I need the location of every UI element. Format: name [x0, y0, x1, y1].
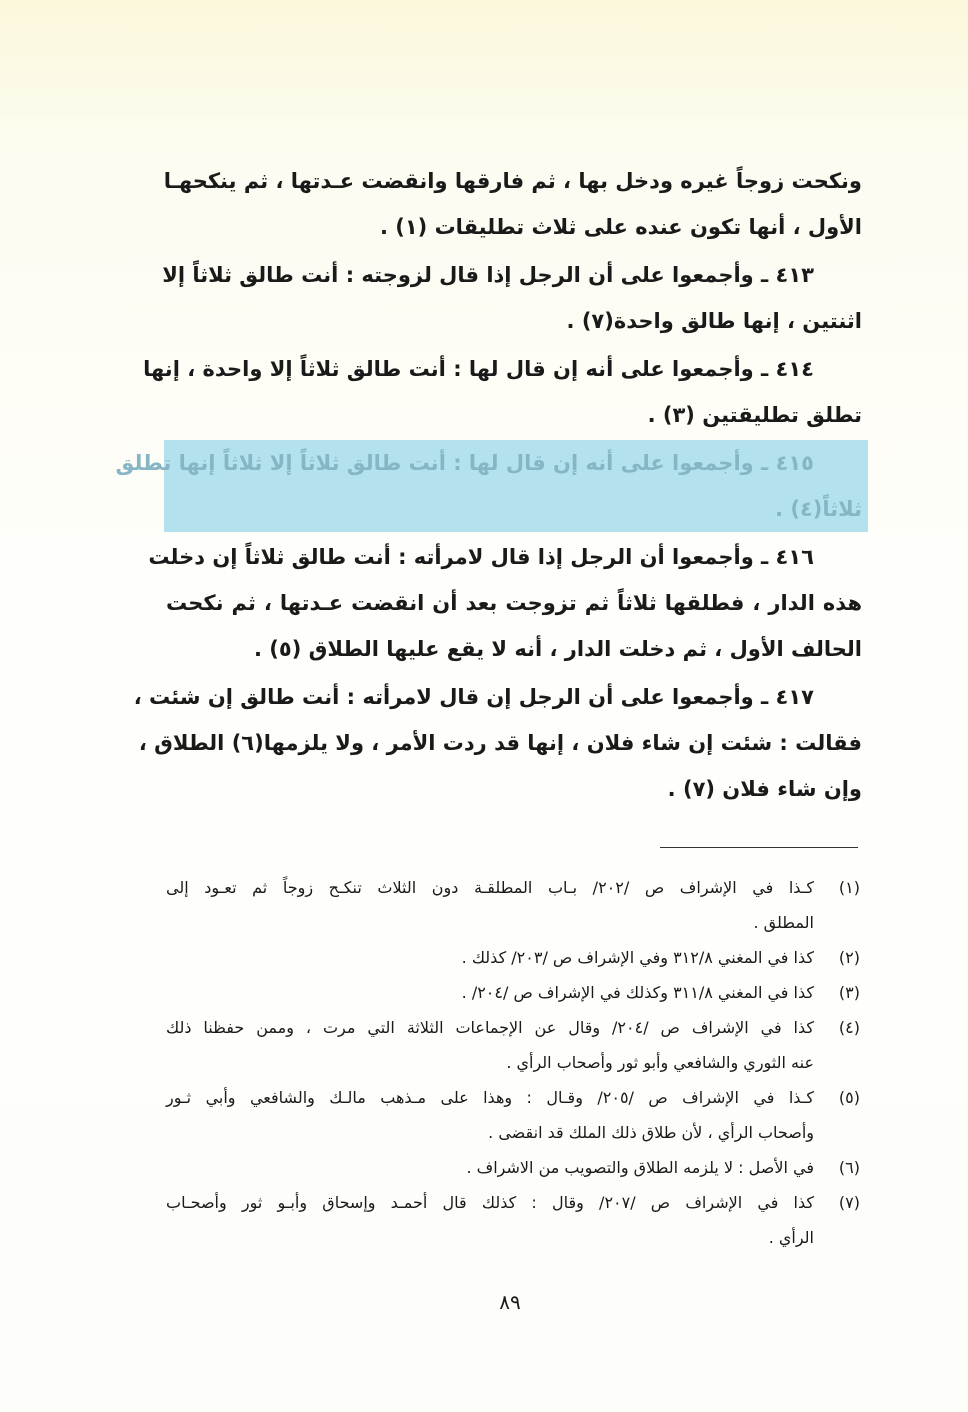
footnotes — [166, 870, 860, 1255]
footnote-1 — [166, 870, 860, 940]
paragraph-417 — [133, 674, 862, 812]
footnote-line: عنه الثوري والشافعي وأبو ثور وأصحاب الرأي . — [506, 1053, 814, 1072]
text-line: اثنتين ، إنها طالق واحدة(٧) . — [566, 309, 862, 333]
text-line: ثلاثاً(٤) . — [775, 497, 862, 521]
paragraph-413 — [162, 252, 862, 344]
footnote-2 — [166, 940, 860, 975]
footnote-number: (٧) — [838, 1193, 860, 1212]
footnote-line: كذا في المغني ٣١٢/٨ وفي الإشراف ص /٢٠٣/ كذلك . — [461, 948, 814, 967]
footnote-7 — [166, 1185, 860, 1255]
footnote-line: كـذا في الإشراف ص /٢٠٢/ بـاب المطلقـة دون الثلاث تنكـح زوجاً ثم تعـود إلى — [166, 878, 815, 897]
footnote-number: (٦) — [838, 1158, 860, 1177]
text-line: ٤١٣ ـ وأجمعوا على أن الرجل إذا قال لزوجته : أنت طالق ثلاثاً إلا — [162, 263, 814, 287]
footnote-line: المطلق . — [753, 913, 814, 932]
text-line: ٤١٤ ـ وأجمعوا على أنه إن قال لها : أنت طالق ثلاثاً إلا واحدة ، إنها — [143, 357, 814, 381]
footnote-line: في الأصل : لا يلزمه الطلاق والتصويب من الاشراف . — [466, 1158, 814, 1177]
footnote-line: كـذا في الإشراف ص /٢٠٥/ وقـال : وهذا على مـذهب مالـك والشافعي وأبي ثـور — [166, 1088, 815, 1107]
footnote-number: (١) — [838, 878, 860, 897]
text-line: ونكحت زوجاً غيره ودخل بها ، ثم فارقها وانقضت عـدتها ، ثم ينكحهـا — [163, 169, 862, 193]
paragraph-414 — [143, 346, 862, 438]
footnote-separator — [660, 847, 858, 848]
paragraph-416 — [148, 534, 862, 672]
footnote-number: (٤) — [838, 1018, 860, 1037]
footnote-number: (٥) — [838, 1088, 860, 1107]
text-line: ٤١٥ ـ وأجمعوا على أنه إن قال لها : أنت طالق ثلاثاً إلا ثلاثاً إنها تطلق — [115, 451, 814, 475]
footnote-line: كذا في المغني ٣١١/٨ وكذلك في الإشراف ص /٢٠٤/ . — [461, 983, 814, 1002]
text-line: ٤١٧ ـ وأجمعوا على أن الرجل إن قال لامرأته : أنت طالق إن شئت ، — [133, 685, 814, 709]
footnote-number: (٢) — [838, 948, 860, 967]
text-line: ٤١٦ ـ وأجمعوا أن الرجل إذا قال لامرأته : أنت طالق ثلاثاً إن دخلت — [148, 545, 814, 569]
footnote-5 — [166, 1080, 860, 1150]
highlighted-paragraph-415[interactable] — [115, 440, 868, 532]
footnote-line: الرأي . — [768, 1228, 814, 1247]
text-line: الحالف الأول ، ثم دخلت الدار ، أنه لا يقع عليها الطلاق (٥) . — [254, 637, 862, 661]
text-line: هذه الدار ، فطلقها ثلاثاً ثم تزوجت بعد أن انقضت عـدتها ، ثم نكحت — [166, 591, 862, 615]
main-text — [115, 158, 862, 812]
paragraph-continuation — [163, 158, 862, 250]
text-line: الأول ، أنها تكون عنده على ثلاث تطليقات (١) . — [379, 215, 862, 239]
footnote-number: (٣) — [838, 983, 860, 1002]
footnote-line: وأصحاب الرأي ، لأن طلاق ذلك الملك قد انقضى . — [488, 1123, 814, 1142]
footnote-6 — [166, 1150, 860, 1185]
text-line: تطلق تطليقتين (٣) . — [647, 403, 862, 427]
text-line: فقالت : شئت إن شاء فلان ، إنها قد ردت الأمر ، ولا يلزمها(٦) الطلاق ، — [138, 731, 862, 755]
page-number: ٨٩ — [499, 1290, 521, 1314]
footnote-3 — [166, 975, 860, 1010]
footnote-line: كذا في الإشراف ص /٢٠٤/ وقال عن الإجماعات الثلاثة التي مرت ، وممن حفظنا ذلك — [166, 1018, 815, 1037]
footnote-4 — [166, 1010, 860, 1080]
text-line: وإن شاء فلان (٧) . — [667, 777, 862, 801]
footnote-line: كذا في الإشراف ص /٢٠٧/ وقال : كذلك قال أحمـد وإسحاق وأبـو ثور وأصحـاب — [166, 1193, 814, 1212]
